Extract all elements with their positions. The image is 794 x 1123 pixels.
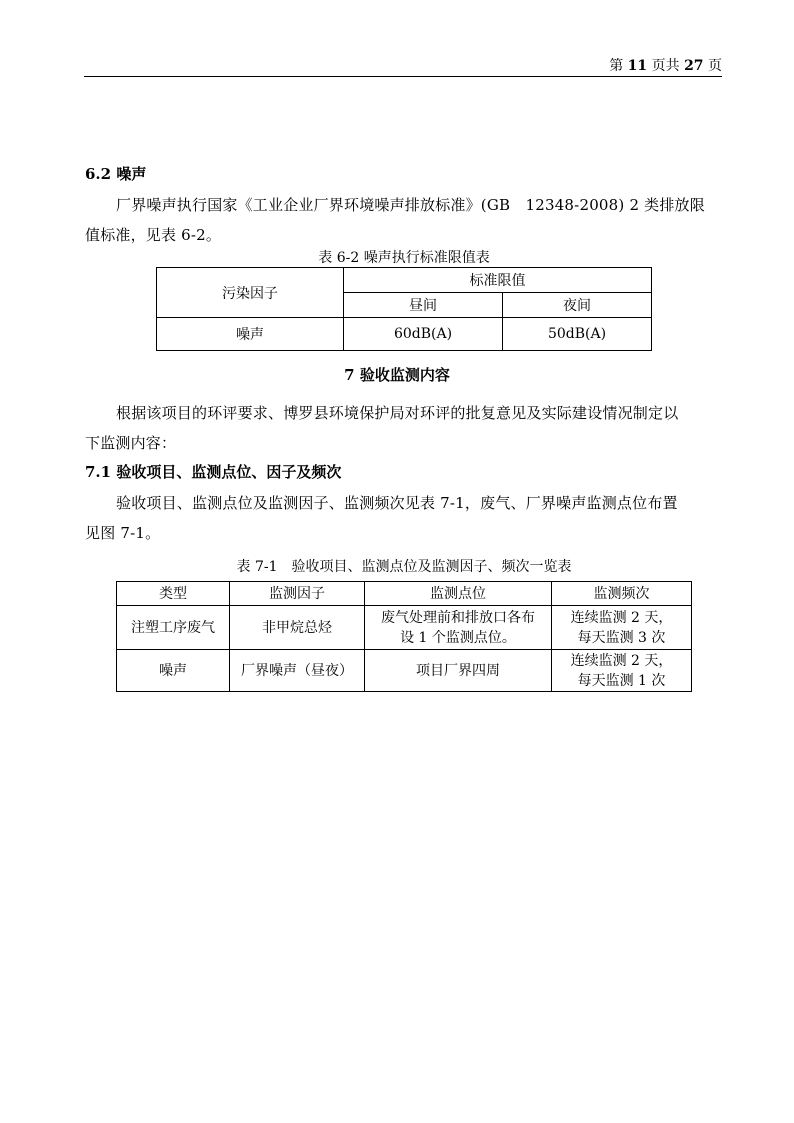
row-factor: 非甲烷总烃 bbox=[230, 606, 365, 650]
night-limit-value: 50dB(A) bbox=[503, 318, 652, 351]
section-7-title: 7 验收监测内容 bbox=[344, 366, 450, 384]
row-type: 注塑工序废气 bbox=[117, 606, 230, 650]
section-7-1-para-line2: 见图 7-1。 bbox=[85, 524, 161, 542]
page-label-mid: 页共 bbox=[651, 58, 680, 74]
page-total: 27 bbox=[684, 58, 704, 74]
header-factor: 监测因子 bbox=[230, 582, 365, 606]
col-header-limit: 标准限值 bbox=[344, 268, 652, 293]
col-header-factor: 污染因子 bbox=[157, 268, 344, 318]
col-header-day: 昼间 bbox=[344, 293, 503, 318]
page-header bbox=[84, 56, 722, 77]
header-frequency: 监测频次 bbox=[552, 582, 692, 606]
page-label-suffix: 页 bbox=[708, 58, 722, 74]
section-6-2-title: 6.2 噪声 bbox=[85, 165, 147, 183]
table-row bbox=[117, 606, 692, 650]
col-header-night: 夜间 bbox=[503, 293, 652, 318]
row-point: 项目厂界四周 bbox=[365, 650, 552, 692]
row-type: 噪声 bbox=[117, 650, 230, 692]
row-factor: 厂界噪声（昼夜） bbox=[230, 650, 365, 692]
header-point: 监测点位 bbox=[365, 582, 552, 606]
row-frequency-line1: 连续监测 2 天， bbox=[570, 652, 673, 669]
row-frequency-line1: 连续监测 2 天， bbox=[570, 609, 673, 626]
page-label-prefix: 第 bbox=[609, 58, 624, 74]
row-point bbox=[365, 606, 552, 650]
page-number: 11 bbox=[627, 58, 648, 74]
day-limit-value: 60dB(A) bbox=[344, 318, 503, 351]
table-6-2-caption: 表 6-2 噪声执行标准限值表 bbox=[318, 250, 490, 266]
row-frequency bbox=[552, 606, 692, 650]
row-point-line2: 设 1 个监测点位。 bbox=[400, 629, 516, 646]
monitoring-table bbox=[116, 581, 692, 692]
noise-standard-table bbox=[156, 267, 652, 351]
row-label-noise: 噪声 bbox=[157, 318, 344, 351]
section-7-1-title: 7.1 验收项目、监测点位、因子及频次 bbox=[85, 463, 342, 481]
section-7-para-line2: 下监测内容： bbox=[85, 434, 177, 452]
row-frequency-line2: 每天监测 3 次 bbox=[577, 629, 666, 646]
header-type: 类型 bbox=[117, 582, 230, 606]
section-7-para-line1: 根据该项目的环评要求、博罗县环境保护局对环评的批复意见及实际建设情况制定以 bbox=[116, 404, 679, 422]
section-6-2-para-line1: 厂界噪声执行国家《工业企业厂界环境噪声排放标准》(GB 12348-2008) 2 类排放限 bbox=[116, 196, 705, 214]
section-6-2-para-line2: 值标准，见表 6-2。 bbox=[85, 226, 222, 244]
table-row bbox=[117, 650, 692, 692]
row-frequency bbox=[552, 650, 692, 692]
row-point-line1: 废气处理前和排放口各布 bbox=[381, 609, 535, 626]
table-7-1-caption: 表 7-1 验收项目、监测点位及监测因子、频次一览表 bbox=[236, 559, 572, 575]
section-7-1-para-line1: 验收项目、监测点位及监测因子、监测频次见表 7-1，废气、厂界噪声监测点位布置 bbox=[116, 494, 678, 512]
row-frequency-line2: 每天监测 1 次 bbox=[577, 672, 666, 689]
